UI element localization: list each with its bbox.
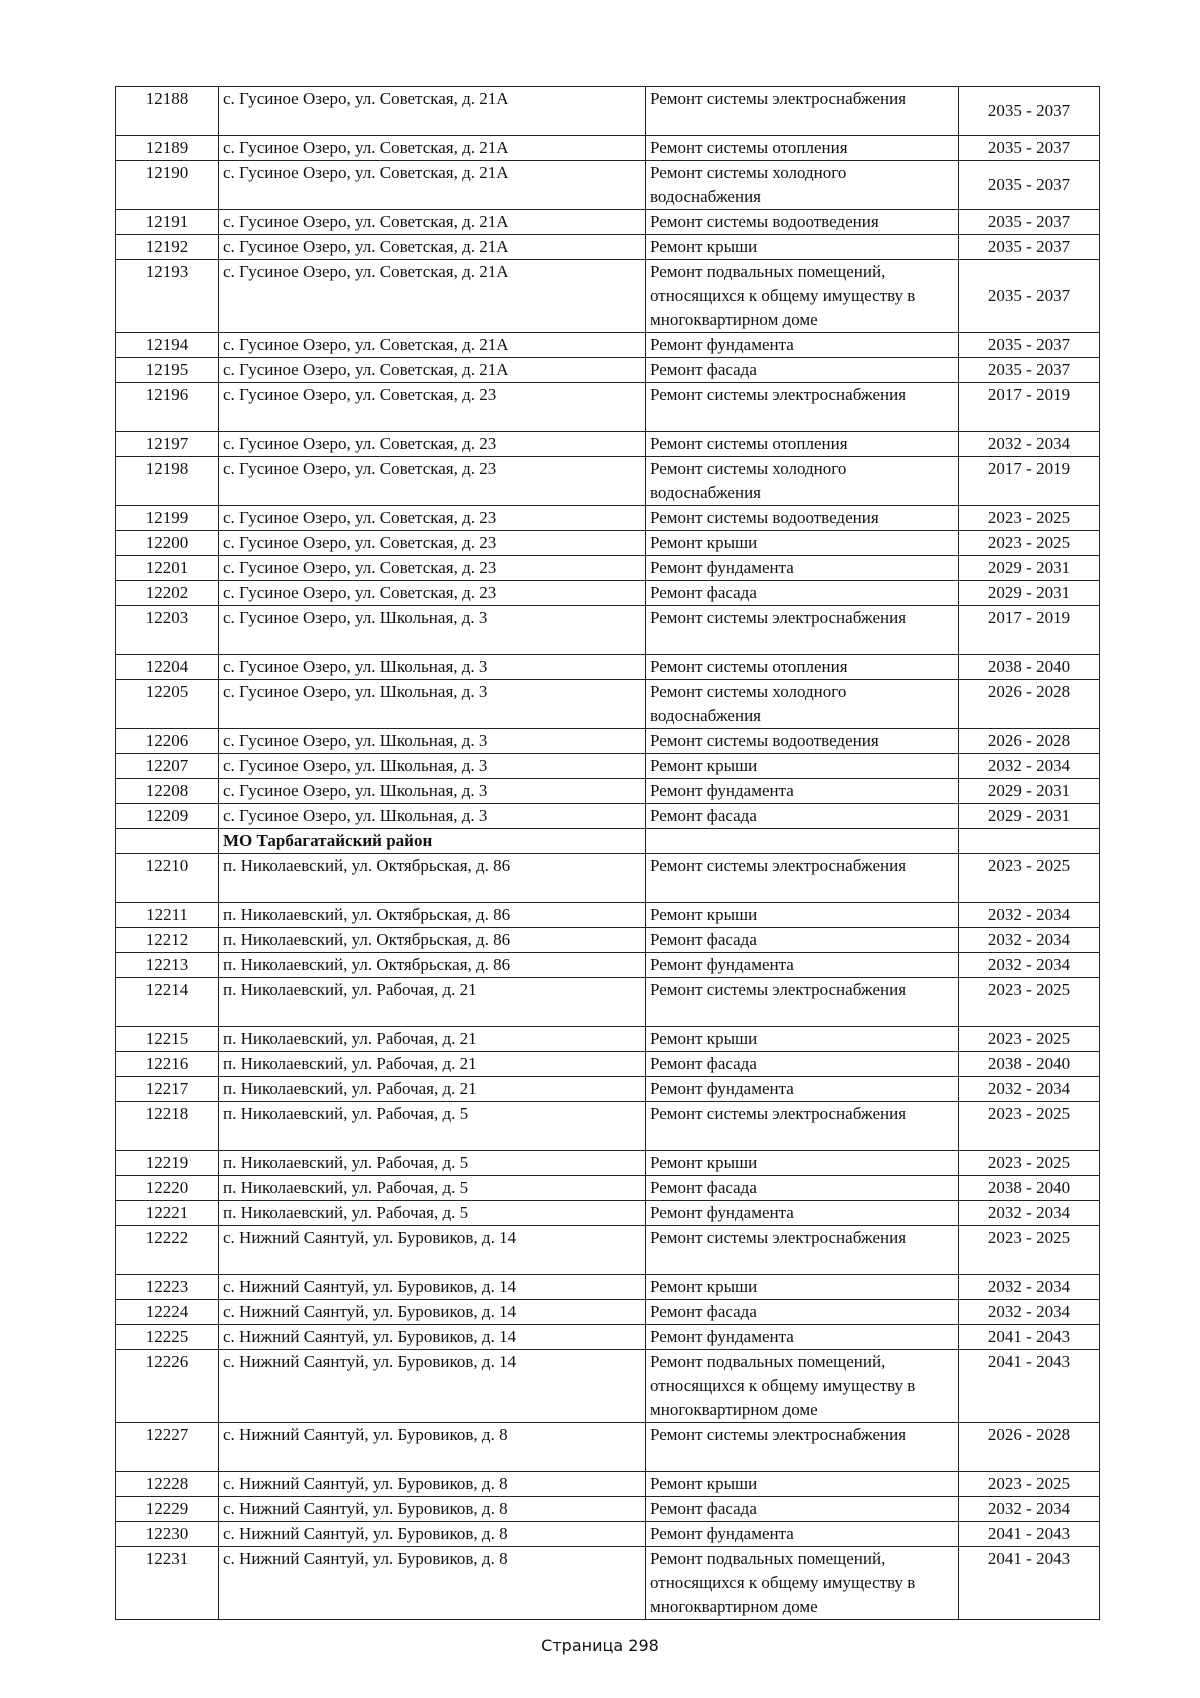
cell-work-type: Ремонт фасада [646,1176,959,1201]
cell-period: 2035 - 2037 [959,136,1100,161]
cell-work-type: Ремонт крыши [646,754,959,779]
cell-work-type: Ремонт фундамента [646,1522,959,1547]
table-row [116,260,1100,333]
cell-period: 2029 - 2031 [959,804,1100,829]
cell-period: 2023 - 2025 [959,1151,1100,1176]
table-row [116,1300,1100,1325]
cell-period: 2041 - 2043 [959,1325,1100,1350]
table-row [116,1325,1100,1350]
cell-work-type: Ремонт крыши [646,1027,959,1052]
cell-address: п. Николаевский, ул. Рабочая, д. 21 [219,978,646,1027]
table-row [116,136,1100,161]
cell-address: с. Гусиное Озеро, ул. Советская, д. 23 [219,556,646,581]
cell-period: 2023 - 2025 [959,1226,1100,1275]
cell-address: п. Николаевский, ул. Октябрьская, д. 86 [219,953,646,978]
section-title: МО Тарбагатайский район [219,829,646,854]
cell-period: 2032 - 2034 [959,1275,1100,1300]
cell-work-type: Ремонт фасада [646,804,959,829]
cell-address: п. Николаевский, ул. Октябрьская, д. 86 [219,903,646,928]
cell-address: п. Николаевский, ул. Рабочая, д. 21 [219,1077,646,1102]
cell-number: 12225 [116,1325,219,1350]
cell-period: 2032 - 2034 [959,1077,1100,1102]
cell-work-type: Ремонт фасада [646,1497,959,1522]
cell-work-type: Ремонт фундамента [646,1077,959,1102]
cell-period: 2032 - 2034 [959,953,1100,978]
table-row [116,606,1100,655]
cell-period: 2035 - 2037 [959,210,1100,235]
cell-number: 12214 [116,978,219,1027]
cell-number: 12221 [116,1201,219,1226]
cell-number: 12194 [116,333,219,358]
cell-number: 12207 [116,754,219,779]
cell-period: 2041 - 2043 [959,1547,1100,1620]
cell-work-type: Ремонт фасада [646,581,959,606]
cell-work-type: Ремонт крыши [646,1275,959,1300]
cell-address: п. Николаевский, ул. Рабочая, д. 5 [219,1151,646,1176]
cell-work-type: Ремонт фундамента [646,333,959,358]
cell-number: 12218 [116,1102,219,1151]
cell-period: 2035 - 2037 [959,358,1100,383]
cell-number: 12222 [116,1226,219,1275]
table-row [116,1027,1100,1052]
cell-number: 12200 [116,531,219,556]
cell-period: 2029 - 2031 [959,779,1100,804]
table-row [116,655,1100,680]
cell-number: 12216 [116,1052,219,1077]
cell-address: с. Нижний Саянтуй, ул. Буровиков, д. 14 [219,1325,646,1350]
cell-work-type: Ремонт фасада [646,358,959,383]
cell-period: 2035 - 2037 [959,333,1100,358]
cell-number: 12211 [116,903,219,928]
cell-period: 2035 - 2037 [959,235,1100,260]
cell-number: 12202 [116,581,219,606]
table-row [116,804,1100,829]
cell-number: 12219 [116,1151,219,1176]
table-row [116,1350,1100,1423]
cell-work-type: Ремонт системы электроснабжения [646,1102,959,1151]
cell-number: 12210 [116,854,219,903]
cell-address: с. Гусиное Озеро, ул. Школьная, д. 3 [219,754,646,779]
cell-number: 12199 [116,506,219,531]
cell-work-type: Ремонт системы отопления [646,432,959,457]
cell-number: 12205 [116,680,219,729]
table-row [116,506,1100,531]
cell-period: 2035 - 2037 [959,260,1100,333]
cell-address: с. Гусиное Озеро, ул. Советская, д. 23 [219,506,646,531]
cell-period: 2026 - 2028 [959,729,1100,754]
cell-address: с. Гусиное Озеро, ул. Советская, д. 23 [219,581,646,606]
cell-work-type: Ремонт системы электроснабжения [646,87,959,136]
cell-number: 12201 [116,556,219,581]
table-row [116,779,1100,804]
cell-number: 12208 [116,779,219,804]
cell-work-type: Ремонт фундамента [646,1325,959,1350]
cell-number: 12197 [116,432,219,457]
cell-address: с. Гусиное Озеро, ул. Советская, д. 21А [219,136,646,161]
cell-number [116,829,219,854]
cell-address: с. Гусиное Озеро, ул. Советская, д. 23 [219,383,646,432]
table-row [116,1497,1100,1522]
cell-period: 2023 - 2025 [959,1102,1100,1151]
cell-address: п. Николаевский, ул. Октябрьская, д. 86 [219,928,646,953]
cell-period: 2038 - 2040 [959,1176,1100,1201]
table-row [116,1275,1100,1300]
cell-work-type: Ремонт системы электроснабжения [646,606,959,655]
cell-work-type: Ремонт крыши [646,1472,959,1497]
cell-address: с. Гусиное Озеро, ул. Советская, д. 21А [219,210,646,235]
cell-address: п. Николаевский, ул. Рабочая, д. 21 [219,1052,646,1077]
table-row [116,1226,1100,1275]
table-row [116,1547,1100,1620]
cell-work-type: Ремонт системы электроснабжения [646,1423,959,1472]
table-row [116,953,1100,978]
cell-number: 12192 [116,235,219,260]
table-row [116,235,1100,260]
cell-address: с. Гусиное Озеро, ул. Советская, д. 21А [219,333,646,358]
cell-period: 2017 - 2019 [959,606,1100,655]
cell-work-type: Ремонт подвальных помещений, относящихся к общему имуществу в многоквартирном доме [646,260,959,333]
table-row [116,754,1100,779]
table-row [116,1052,1100,1077]
cell-period: 2023 - 2025 [959,531,1100,556]
table-row [116,432,1100,457]
cell-number: 12224 [116,1300,219,1325]
table-row [116,978,1100,1027]
cell-work-type: Ремонт системы водоотведения [646,506,959,531]
cell-number: 12212 [116,928,219,953]
table-row [116,928,1100,953]
cell-address: п. Николаевский, ул. Октябрьская, д. 86 [219,854,646,903]
table-row [116,531,1100,556]
cell-period: 2023 - 2025 [959,978,1100,1027]
cell-number: 12204 [116,655,219,680]
table-row [116,87,1100,136]
cell-work-type: Ремонт системы отопления [646,136,959,161]
cell-work-type: Ремонт подвальных помещений, относящихся к общему имуществу в многоквартирном доме [646,1547,959,1620]
cell-period: 2032 - 2034 [959,903,1100,928]
cell-period: 2032 - 2034 [959,1300,1100,1325]
cell-address: с. Гусиное Озеро, ул. Школьная, д. 3 [219,606,646,655]
cell-number: 12190 [116,161,219,210]
cell-work-type [646,829,959,854]
cell-address: с. Нижний Саянтуй, ул. Буровиков, д. 14 [219,1226,646,1275]
cell-number: 12229 [116,1497,219,1522]
table-row [116,680,1100,729]
table-row [116,1472,1100,1497]
cell-address: с. Гусиное Озеро, ул. Школьная, д. 3 [219,779,646,804]
cell-period: 2017 - 2019 [959,383,1100,432]
cell-work-type: Ремонт системы электроснабжения [646,383,959,432]
cell-address: с. Гусиное Озеро, ул. Школьная, д. 3 [219,655,646,680]
table-body [116,87,1100,1620]
cell-number: 12188 [116,87,219,136]
cell-work-type: Ремонт фасада [646,928,959,953]
cell-address: с. Гусиное Озеро, ул. Советская, д. 23 [219,531,646,556]
cell-address: с. Нижний Саянтуй, ул. Буровиков, д. 14 [219,1350,646,1423]
cell-work-type: Ремонт крыши [646,235,959,260]
table-row [116,457,1100,506]
cell-address: п. Николаевский, ул. Рабочая, д. 21 [219,1027,646,1052]
cell-address: п. Николаевский, ул. Рабочая, д. 5 [219,1102,646,1151]
cell-work-type: Ремонт фасада [646,1300,959,1325]
cell-period: 2029 - 2031 [959,581,1100,606]
cell-address: с. Гусиное Озеро, ул. Советская, д. 21А [219,161,646,210]
cell-period: 2029 - 2031 [959,556,1100,581]
table-row [116,1176,1100,1201]
cell-address: с. Нижний Саянтуй, ул. Буровиков, д. 8 [219,1497,646,1522]
cell-work-type: Ремонт крыши [646,1151,959,1176]
cell-work-type: Ремонт системы холодного водоснабжения [646,161,959,210]
table-row [116,1151,1100,1176]
cell-address: п. Николаевский, ул. Рабочая, д. 5 [219,1201,646,1226]
cell-address: с. Нижний Саянтуй, ул. Буровиков, д. 14 [219,1300,646,1325]
cell-number: 12217 [116,1077,219,1102]
cell-number: 12213 [116,953,219,978]
cell-work-type: Ремонт системы холодного водоснабжения [646,457,959,506]
cell-address: с. Гусиное Озеро, ул. Школьная, д. 3 [219,804,646,829]
cell-number: 12227 [116,1423,219,1472]
table-row [116,333,1100,358]
cell-period: 2035 - 2037 [959,87,1100,136]
cell-period: 2032 - 2034 [959,432,1100,457]
cell-address: с. Нижний Саянтуй, ул. Буровиков, д. 8 [219,1522,646,1547]
capital-repair-table [115,86,1100,1620]
cell-number: 12231 [116,1547,219,1620]
page-number: Страница 298 [541,1636,659,1655]
table-row [116,903,1100,928]
table-row [116,1423,1100,1472]
cell-number: 12193 [116,260,219,333]
cell-number: 12223 [116,1275,219,1300]
cell-work-type: Ремонт крыши [646,903,959,928]
cell-number: 12198 [116,457,219,506]
cell-work-type: Ремонт крыши [646,531,959,556]
table-row [116,854,1100,903]
table-row [116,556,1100,581]
section-header-row [116,829,1100,854]
cell-work-type: Ремонт фундамента [646,953,959,978]
table-row [116,1102,1100,1151]
table-row [116,383,1100,432]
table-row [116,358,1100,383]
cell-address: с. Гусиное Озеро, ул. Советская, д. 21А [219,358,646,383]
cell-number: 12196 [116,383,219,432]
cell-address: с. Гусиное Озеро, ул. Школьная, д. 3 [219,680,646,729]
cell-address: с. Гусиное Озеро, ул. Советская, д. 23 [219,457,646,506]
cell-address: п. Николаевский, ул. Рабочая, д. 5 [219,1176,646,1201]
cell-address: с. Гусиное Озеро, ул. Советская, д. 21А [219,87,646,136]
table-row [116,581,1100,606]
cell-number: 12191 [116,210,219,235]
cell-period: 2035 - 2037 [959,161,1100,210]
cell-period: 2023 - 2025 [959,1027,1100,1052]
cell-number: 12226 [116,1350,219,1423]
cell-number: 12195 [116,358,219,383]
cell-period: 2038 - 2040 [959,655,1100,680]
cell-address: с. Нижний Саянтуй, ул. Буровиков, д. 14 [219,1275,646,1300]
cell-address: с. Гусиное Озеро, ул. Советская, д. 23 [219,432,646,457]
table-row [116,1077,1100,1102]
cell-work-type: Ремонт системы водоотведения [646,729,959,754]
table-row [116,161,1100,210]
cell-number: 12209 [116,804,219,829]
cell-period: 2032 - 2034 [959,1497,1100,1522]
cell-number: 12230 [116,1522,219,1547]
cell-period: 2023 - 2025 [959,1472,1100,1497]
table-row [116,210,1100,235]
cell-address: с. Гусиное Озеро, ул. Школьная, д. 3 [219,729,646,754]
cell-work-type: Ремонт системы водоотведения [646,210,959,235]
cell-work-type: Ремонт системы электроснабжения [646,854,959,903]
cell-period: 2038 - 2040 [959,1052,1100,1077]
cell-work-type: Ремонт системы электроснабжения [646,1226,959,1275]
cell-work-type: Ремонт фундамента [646,556,959,581]
cell-period: 2041 - 2043 [959,1522,1100,1547]
cell-period: 2032 - 2034 [959,1201,1100,1226]
cell-work-type: Ремонт фундамента [646,779,959,804]
cell-address: с. Нижний Саянтуй, ул. Буровиков, д. 8 [219,1472,646,1497]
cell-number: 12228 [116,1472,219,1497]
cell-number: 12206 [116,729,219,754]
cell-address: с. Нижний Саянтуй, ул. Буровиков, д. 8 [219,1547,646,1620]
cell-number: 12189 [116,136,219,161]
cell-period: 2026 - 2028 [959,1423,1100,1472]
table-row [116,729,1100,754]
cell-number: 12215 [116,1027,219,1052]
cell-period: 2023 - 2025 [959,506,1100,531]
cell-period: 2041 - 2043 [959,1350,1100,1423]
cell-period: 2026 - 2028 [959,680,1100,729]
cell-work-type: Ремонт фундамента [646,1201,959,1226]
cell-number: 12220 [116,1176,219,1201]
cell-period: 2017 - 2019 [959,457,1100,506]
cell-address: с. Нижний Саянтуй, ул. Буровиков, д. 8 [219,1423,646,1472]
cell-period: 2023 - 2025 [959,854,1100,903]
table-row [116,1201,1100,1226]
cell-number: 12203 [116,606,219,655]
cell-work-type: Ремонт подвальных помещений, относящихся к общему имуществу в многоквартирном доме [646,1350,959,1423]
cell-period: 2032 - 2034 [959,754,1100,779]
cell-period: 2032 - 2034 [959,928,1100,953]
cell-address: с. Гусиное Озеро, ул. Советская, д. 21А [219,235,646,260]
cell-address: с. Гусиное Озеро, ул. Советская, д. 21А [219,260,646,333]
cell-work-type: Ремонт системы электроснабжения [646,978,959,1027]
cell-work-type: Ремонт системы холодного водоснабжения [646,680,959,729]
cell-work-type: Ремонт фасада [646,1052,959,1077]
cell-period [959,829,1100,854]
cell-work-type: Ремонт системы отопления [646,655,959,680]
table-row [116,1522,1100,1547]
